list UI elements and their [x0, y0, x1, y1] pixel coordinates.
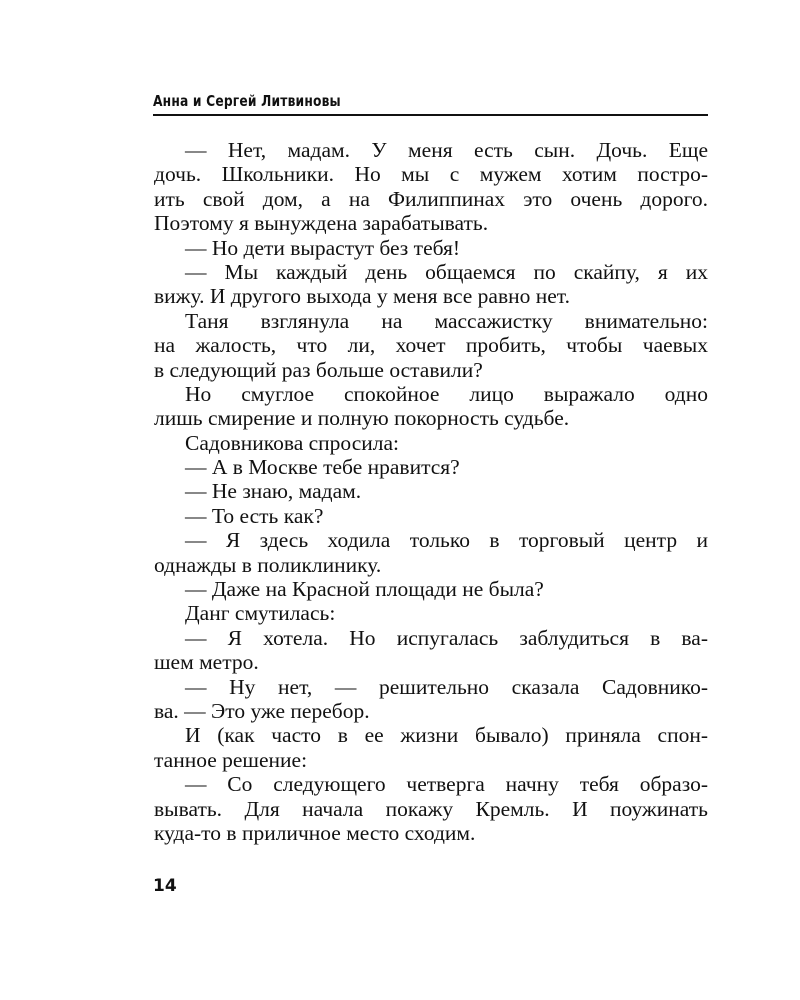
text-line: вывать. Для начала покажу Кремль. И поужинать [154, 796, 708, 821]
text-line: Таня взглянула на массажистку внимательно: [185, 308, 708, 333]
text-line: куда-то в приличное место сходим. [154, 820, 476, 845]
text-line: И (как часто в ее жизни бывало) приняла спон- [185, 723, 708, 748]
text-line: — Я хотела. Но испугалась заблудиться в ва- [185, 625, 708, 650]
body-text [154, 138, 708, 845]
text-line: ва. — Это уже перебор. [154, 698, 370, 723]
text-line: — Ну нет, — решительно сказала Садовнико- [185, 674, 708, 699]
text-line: шем метро. [154, 650, 259, 675]
text-line: — Нет, мадам. У меня есть сын. Дочь. Еще [185, 138, 708, 162]
text-line: Поэтому я вынуждена зарабатывать. [154, 211, 489, 236]
header-rule [153, 114, 708, 116]
text-line: — Даже на Красной площади не была? [185, 577, 544, 602]
text-line: — То есть как? [185, 503, 324, 528]
text-line: вижу. И другого выхода у меня все равно нет. [154, 284, 570, 309]
text-line: Данг смутилась: [185, 601, 336, 626]
text-line: — Мы каждый день общаемся по скайпу, я их [185, 259, 708, 284]
text-line: — Не знаю, мадам. [185, 479, 362, 504]
text-line: однажды в поликлинику. [154, 552, 382, 577]
text-line: Садовникова спросила: [185, 430, 400, 455]
text-line: в следующий раз больше оставили? [154, 357, 483, 382]
text-line: дочь. Школьники. Но мы с мужем хотим постро- [154, 162, 708, 187]
text-line: Но смуглое спокойное лицо выражало одно [185, 381, 708, 406]
running-head: Анна и Сергей Литвиновы [153, 92, 341, 110]
text-line: лишь смирение и полную покорность судьбе. [154, 406, 570, 431]
text-line: танное решение: [154, 747, 308, 772]
text-line: на жалость, что ли, хочет пробить, чтобы чаевых [154, 333, 708, 358]
text-line: — Но дети вырастут без тебя! [185, 235, 461, 260]
text-line: — А в Москве тебе нравится? [185, 455, 460, 480]
text-line: ить свой дом, а на Филиппинах это очень дорого. [154, 186, 708, 211]
text-line: — Я здесь ходила только в торговый центр и [185, 528, 708, 553]
page-number: 14 [153, 876, 177, 896]
text-line: — Со следующего четверга начну тебя образо- [185, 772, 708, 797]
